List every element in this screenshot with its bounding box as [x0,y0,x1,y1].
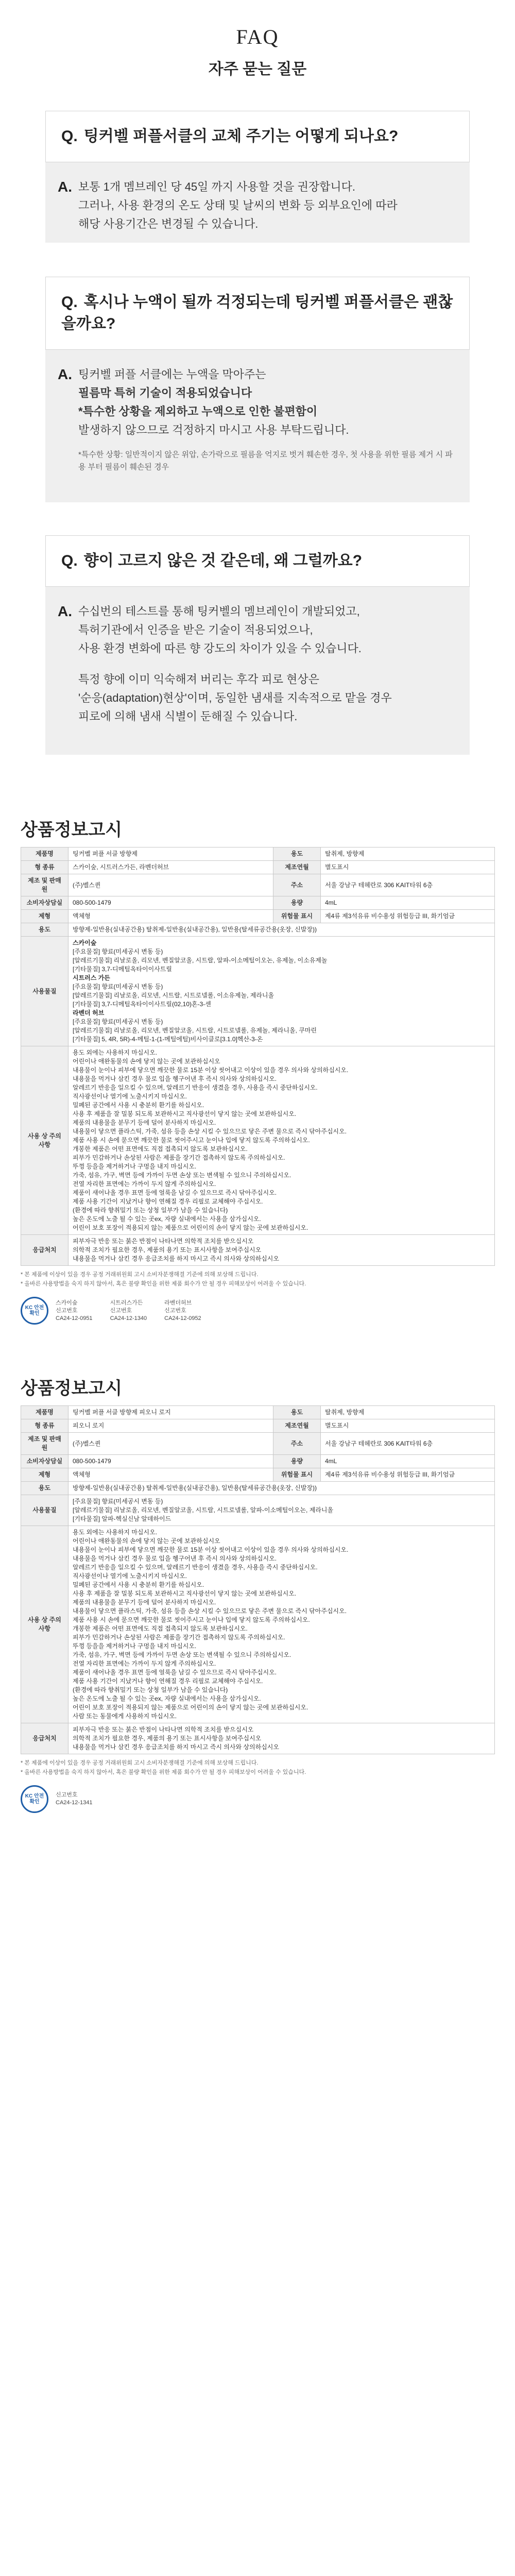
row-value: 서울 강남구 테헤란로 306 KAIT타워 6층 [321,874,495,896]
table-row [21,1526,495,1723]
row-label: 응급처치 [21,1723,68,1754]
ingredient-line: [기타물질] 5, 4R, 5R)-4-메틸-1-(1-메틸에틸)비사이클로[3.1.0]헥산-3-온 [73,1036,263,1043]
table-row [21,1406,495,1419]
row-value: (주)벨스퀸 [68,874,273,896]
aid-line: 의학적 조치가 필요한 경우, 제품의 용기 또는 표시사항을 보여주십시오 [73,1735,262,1742]
table-row [21,1482,495,1495]
ingredient-line: [알레르기물질] 리날로올, 리모넨, 벤질알코올, 시트랄, 시트로넬롤, 알파-이소메틸이오논, 제라니올 [73,1506,334,1514]
row-value: 탈취제, 방향제 [321,848,495,861]
answer-spacer [78,658,454,670]
cert-item [110,1299,147,1323]
notice-line: * 올바른 사용방법을 숙지 하지 않아서, 혹은 불량 확인을 위한 제품 회수가 안 될 경우 피해보상이 어려울 수 있습니다. [21,1281,306,1287]
row-label: 제조연월 [273,861,321,874]
ingredient-line: [주요물질] 향료(미세공시 변동 등) [73,948,163,955]
caution-cell [68,1526,495,1723]
ingredients-cell [68,937,495,1046]
table-row [21,1455,495,1468]
table-row [21,1433,495,1455]
row-label: 제품명 [21,848,68,861]
row-value: (주)벨스퀸 [68,1433,273,1455]
cert-name: 시트러스가든 [110,1299,143,1306]
question-text: 팅커벨 퍼플서클의 교체 주기는 어떻게 되나요? [83,128,399,145]
faq-question [45,277,470,350]
caution-line: 알레르기 반응을 일으킬 수 있으며, 알레르기 반응이 생겼을 경우, 사용을 즉시 중단하십시오. [73,1564,318,1571]
caution-line: 피부가 민감하거나 손상된 사람은 제품을 장기간 접촉하지 않도록 주의하십시오. [73,1154,285,1161]
caution-line: 제품이 새어나올 경우 표면 등에 얼룩을 남길 수 있으므로 즉시 닦아주십시오. [73,1669,277,1676]
caution-line: 어린이나 애완동물의 손에 닿지 않는 곳에 보관하십시오 [73,1537,220,1545]
table-row [21,910,495,923]
row-value: 탈취제, 방향제 [321,1406,495,1419]
caution-line: 제품 사용 시 손에 묻으면 깨끗한 물로 씻어주시고 눈이나 입에 닿지 않도록 주의하십시오. [73,1137,310,1144]
cert-item [164,1299,201,1323]
caution-line: 제품의 내용물을 분무기 등에 덜어 분사하지 마십시오. [73,1599,216,1606]
faq-question [45,535,470,587]
table-row [21,1723,495,1754]
row-value: 4mL [321,1455,495,1468]
row-label: 용도 [273,848,321,861]
caution-line: 내용물이 눈이나 피부에 닿으면 깨끗한 물로 15분 이상 씻어내고 이상이 있을 경우 의사와 상의하십시오. [73,1546,349,1553]
a-label: A. [58,179,72,195]
answer-line: 수십번의 테스트를 통해 팅커벨의 멤브레인이 개발되었고, [78,605,360,618]
answer-line: '순응(adaptation)현상'이며, 동일한 냄새를 지속적으로 맡을 경우 [78,691,392,704]
cert-number: CA24-12-0952 [164,1315,201,1321]
ingredient-line: [주요물질] 향료(미세공시 변동 등) [73,983,163,990]
faq-item [45,535,470,755]
caution-line: 어린이나 애완동물의 손에 닿지 않는 곳에 보관하십시오 [73,1058,220,1065]
caution-line: (환경에 따라 향취밀기 또는 상청 일부가 남을 수 있습니다) [73,1207,228,1214]
caution-line: 뚜껑 등을을 제거하거나 구멍을 내지 마십시오. [73,1163,197,1170]
caution-line: 내용물을 먹거나 삼킨 경우 물로 입을 헹구어낸 후 즉시 의사와 상의하십시오. [73,1075,277,1082]
caution-line: (환경에 따라 향취밀기 또는 상청 일부가 남을 수 있습니다) [73,1686,228,1693]
row-value: 4mL [321,896,495,910]
faq-answer [45,162,470,243]
table-row [21,848,495,861]
notice-line: * 올바른 사용방법을 숙지 하지 않아서, 혹은 불량 확인을 위한 제품 회수가 안 될 경우 피해보상이 어려울 수 있습니다. [21,1769,306,1775]
caution-line: 높은 온도에 노출 될 수 있는 곳ex, 자량 실내에서는 사용을 삼가십시오. [73,1695,261,1702]
ingredient-line: [주요물질] 향료(미세공시 변동 등) [73,1498,163,1505]
row-value: 제4류 제3석유류 비수용성 위험등급 III, 화기엄금 [321,1468,495,1482]
product-info-section [21,1374,494,1813]
cert-item [56,1299,93,1323]
ingredient-line: [기타물질] 알파-헥실신남 알데하이드 [73,1515,171,1522]
faq-answer [45,587,470,755]
faq-logo: FAQ [236,25,279,48]
caution-line: 밀폐된 공간에서 사용 시 충분히 환기를 하십시오. [73,1101,204,1109]
caution-line: 사용 후 제품을 잘 밀봉 되도록 보관하시고 직사광선이 닿지 않는 곳에 보관하십시오. [73,1590,297,1597]
q-label: Q. [61,552,78,569]
row-label: 주소 [273,874,321,896]
row-label: 형 종류 [21,1419,68,1433]
answer-line: 그러나, 사용 환경의 온도 상태 및 날씨의 변화 등 외부요인에 따라 [78,199,398,212]
a-label: A. [58,603,72,619]
faq-item [45,111,470,243]
aid-line: 내용물을 먹거나 삼킨 경우 응급조치를 하지 마시고 즉시 의사와 상의하십시오 [73,1743,279,1751]
table-row [21,923,495,937]
row-label: 사용물질 [21,1495,68,1526]
row-label: 제조 및 판매원 [21,874,68,896]
row-label: 응급처치 [21,1235,68,1266]
caution-line: 개봉한 제품은 어떤 표면에도 직접 접촉되지 않도록 보관하십시오. [73,1625,248,1632]
kc-cert-row [21,1785,494,1813]
caution-line: 가죽, 섬유, 가구, 벽면 등에 가까이 두면 손상 또는 변색될 수 있으니 주의하십시오. [73,1651,291,1658]
caution-line: 제품이 새어나올 경우 표면 등에 얼룩을 남길 수 있으므로 즉시 닦아주십시오. [73,1189,277,1196]
row-value: 080-500-1479 [68,1455,273,1468]
ingredient-group-title: 시트러스 가든 [73,974,110,981]
faq-answer [45,350,470,502]
q-label: Q. [61,294,78,311]
caution-line: 제품의 내용물을 분무기 등에 덜어 분사하지 마십시오. [73,1119,216,1126]
cert-name: 라벤더허브 [164,1299,192,1306]
kc-cert-row [21,1297,494,1325]
row-value: 서울 강남구 테헤란로 306 KAIT타워 6층 [321,1433,495,1455]
row-label: 위험물 표시 [273,910,321,923]
aid-line: 피부자극 반응 또는 붉은 반점이 나타나면 의학적 조치를 받으십시오 [73,1238,254,1245]
row-label: 제품명 [21,1406,68,1419]
product-info-section [21,816,494,1325]
caution-line: 뚜껑 등을을 제거하거나 구멍을 내지 마십시오. [73,1642,197,1650]
cert-number: CA24-12-1341 [56,1800,93,1806]
caution-line: 내용물이 눈이나 피부에 닿으면 깨끗한 물로 15분 이상 씻어내고 이상이 있을 경우 의사와 상의하십시오. [73,1066,349,1074]
notice-notes [21,1270,494,1289]
first-aid-cell [68,1723,495,1754]
caution-line: 직사광선이나 열기에 노출시키지 마십시오. [73,1572,187,1580]
caution-line: 어린이 보호 포장이 적용되지 않는 제품으로 어린이의 손이 닿지 않는 곳에 보관하십시오. [73,1224,308,1231]
kc-mark-icon: KC 안전 확인 [21,1297,48,1325]
kc-mark-icon: KC 안전 확인 [21,1785,48,1813]
answer-line: 팅커벨 퍼플 서클에는 누액을 막아주는 [78,368,266,381]
cert-number: CA24-12-1340 [110,1315,147,1321]
table-row [21,1235,495,1266]
caution-line: 사람 또는 동물에게 사용하지 마십시오. [73,1713,177,1720]
caution-line: 전열 자리한 표면에는 가까이 두지 않게 주의하십시오. [73,1180,216,1188]
q-label: Q. [61,128,78,145]
row-value: 제4류 제3석유류 비수용성 위험등급 III, 화기엄금 [321,910,495,923]
question-text: 혹시나 누액이 될까 걱정되는데 팅커벨 퍼플서클은 괜찮을까요? [61,294,453,332]
ingredient-line: [알레르기물질] 리날로올, 리모넨, 벤질알코올, 시트랄, 알파-이소메틸이오논, 유제놀, 이소유제놀 [73,957,328,964]
row-label: 소비자상담실 [21,896,68,910]
notice-line: * 본 제품에 이상이 있을 경우 공정 거래위원회 고시 소비자분쟁해결 기준에 의해 보상해 드립니다. [21,1272,259,1278]
row-label: 용도 [21,1482,68,1495]
cert-label: 신고번호 [56,1792,78,1798]
caution-line: 전열 자리한 표면에는 가까이 두지 않게 주의하십시오. [73,1660,216,1667]
table-row [21,1495,495,1526]
caution-line: 알레르기 반응을 일으킬 수 있으며, 알레르기 반응이 생겼을 경우, 사용을 즉시 중단하십시오. [73,1084,318,1091]
aid-line: 내용물을 먹거나 삼킨 경우 응급조치를 하지 마시고 즉시 의사와 상의하십시오 [73,1255,279,1262]
ingredient-line: [알레르기물질] 리날로올, 리모넨, 시트랄, 시트로넬롤, 이소유제놀, 제라니올 [73,992,274,999]
cert-number: CA24-12-0951 [56,1315,93,1321]
answer-line: *특수한 상황을 제외하고 누액으로 인한 불편함이 [78,405,318,418]
first-aid-cell [68,1235,495,1266]
row-value: 별도표시 [321,861,495,874]
table-row [21,1468,495,1482]
row-label: 제형 [21,1468,68,1482]
answer-line: 사용 환경 변화에 따른 향 강도의 차이가 있을 수 있습니다. [78,642,362,655]
ingredient-line: [기타물질] 3,7-디메틸옥타이이사트릴(02,10)혼-3-센 [73,1001,211,1008]
row-label: 용도 [21,923,68,937]
cert-label: 신고번호 [164,1307,186,1314]
ingredient-line: [알레르기물질] 리날로올, 리모넨, 벤질알코올, 시트랄, 시트로넬롤, 유제놀, 제라니올, 쿠마린 [73,1027,317,1034]
cert-item [56,1791,93,1807]
answer-line: 발생하지 않으므로 걱정하지 마시고 사용 부탁드립니다. [78,423,349,436]
answer-line: 특정 향에 이미 익숙해져 버리는 후각 피로 현상은 [78,673,319,686]
row-label: 주소 [273,1433,321,1455]
table-row [21,1046,495,1235]
answer-line: 보통 1개 멤브레인 당 45일 까지 사용할 것을 권장합니다. [78,180,356,193]
caution-line: 밀폐된 공간에서 사용 시 충분히 환기를 하십시오. [73,1581,204,1588]
row-value: 별도표시 [321,1419,495,1433]
row-label: 위험물 표시 [273,1468,321,1482]
row-value: 팅커벨 퍼플 서클 방향제 피오니 로지 [68,1406,273,1419]
ingredient-line: [주요물질] 향료(미세공시 변동 등) [73,1018,163,1025]
cert-label: 신고번호 [110,1307,132,1314]
notice-line: * 본 제품에 이상이 있을 경우 공정 거래위원회 고시 소비자분쟁해결 기준에 의해 보상해 드립니다. [21,1760,259,1766]
row-value: 스카이숲, 시트러스가든, 라벤더허브 [68,861,273,874]
caution-line: 용도 외에는 사용하지 마십시오. [73,1049,158,1056]
answer-line: 필름막 특허 기술이 적용되었습니다 [78,386,252,399]
row-value: 방향제-일반용(실내공간용) 탈취제-일반용(실내공간용), 일반용(탈세류공간용(옷장, 신발장)) [68,923,495,937]
row-value: 액체형 [68,910,273,923]
section-title: 상품정보고시 [21,820,123,840]
caution-line: 제품 사용 시 손에 묻으면 깨끗한 물로 씻어주시고 눈이나 입에 닿지 않도록 주의하십시오. [73,1616,310,1623]
table-row [21,896,495,910]
ingredient-line: [기타물질] 3,7-디메틸옥타이이사트릴 [73,965,172,973]
product-info-table [21,1405,495,1754]
row-label: 제조 및 판매원 [21,1433,68,1455]
row-value: 방향제-일반용(실내공간용) 탈취제-일반용(실내공간용), 일반용(탈세류공간용(옷장, 신발장)) [68,1482,495,1495]
caution-line: 가죽, 섬유, 가구, 벽면 등에 가까이 두면 손상 또는 변색될 수 있으니 주의하십시오. [73,1172,291,1179]
table-row [21,861,495,874]
answer-note: *특수한 상황: 일반적이지 않은 위압, 손가락으로 필름을 억지로 벗겨 훼손한 경우, 첫 사용을 위한 필름 제거 시 파용 부터 필름이 훼손된 경우 [78,450,453,471]
ingredients-cell [68,1495,495,1526]
caution-line: 내용물이 닿으면 플라스틱, 가죽, 섬유 등을 손상 시킬 수 있으므로 닿은 주변 물으로 즉시 닦아주십시오. [73,1607,347,1615]
table-row [21,874,495,896]
caution-line: 개봉한 제품은 어떤 표면에도 직접 접촉되지 않도록 보관하십시오. [73,1145,248,1153]
row-label: 용도 [273,1406,321,1419]
caution-line: 내용물을 먹거나 삼킨 경우 물로 입을 헹구어낸 후 즉시 의사와 상의하십시오. [73,1555,277,1562]
section-title: 상품정보고시 [21,1379,123,1398]
aid-line: 의학적 조치가 필요한 경우, 제품의 용기 또는 표시사항을 보여주십시오 [73,1246,262,1253]
caution-line: 직사광선이나 열기에 노출시키지 마십시오. [73,1093,187,1100]
row-label: 사용 상 주의사항 [21,1526,68,1723]
row-label: 제형 [21,910,68,923]
answer-line: 해당 사용기간은 변경될 수 있습니다. [78,217,259,230]
caution-line: 용도 외에는 사용하지 마십시오. [73,1529,158,1536]
row-label: 형 종류 [21,861,68,874]
row-value: 액체형 [68,1468,273,1482]
cert-name: 스카이숲 [56,1299,78,1306]
row-value: 080-500-1479 [68,896,273,910]
ingredient-group-title: 라벤더 허브 [73,1009,105,1016]
notice-notes [21,1758,494,1777]
caution-cell [68,1046,495,1235]
table-row [21,1419,495,1433]
caution-line: 높은 온도에 노출 될 수 있는 곳ex, 자량 실내에서는 사용을 삼가십시오. [73,1215,261,1223]
row-label: 사용물질 [21,937,68,1046]
a-label: A. [58,366,72,382]
product-info-table [21,847,495,1266]
faq-title: 자주 묻는 질문 [208,61,307,78]
faq-header [0,0,515,79]
answer-line: 피로에 의해 냄새 식별이 둔해질 수 있습니다. [78,710,298,723]
caution-line: 제품 사용 기간이 지났거나 향이 연해질 경우 리필로 교체해야 주십시오. [73,1677,263,1685]
cert-label: 신고번호 [56,1307,78,1314]
table-row [21,937,495,1046]
row-label: 용량 [273,896,321,910]
row-label: 제조연월 [273,1419,321,1433]
caution-line: 피부가 민감하거나 손상된 사람은 제품을 장기간 접촉하지 않도록 주의하십시오. [73,1634,285,1641]
faq-question [45,111,470,162]
caution-line: 어린이 보호 포장이 적용되지 않는 제품으로 어린이의 손이 닿지 않는 곳에 보관하십시오. [73,1704,308,1711]
row-value: 피오니 로지 [68,1419,273,1433]
row-label: 사용 상 주의사항 [21,1046,68,1235]
row-label: 용량 [273,1455,321,1468]
answer-line: 특허기관에서 인증을 받은 기술이 적용되었으나, [78,623,313,636]
question-text: 향이 고르지 않은 것 같은데, 왜 그럴까요? [83,552,363,569]
caution-line: 내용물이 닿으면 플라스틱, 가죽, 섬유 등을 손상 시킬 수 있으므로 닿은 주변 물으로 즉시 닦아주십시오. [73,1128,347,1135]
caution-line: 사용 후 제품을 잘 밀봉 되도록 보관하시고 직사광선이 닿지 않는 곳에 보관하십시오. [73,1110,297,1117]
aid-line: 피부자극 반응 또는 붉은 반점이 나타나면 의학적 조치를 받으십시오 [73,1726,254,1733]
ingredient-group-title: 스카이숲 [73,939,97,946]
caution-line: 제품 사용 기간이 지났거나 향이 연해질 경우 리필로 교체해야 주십시오. [73,1198,263,1205]
row-value: 팅커벨 퍼플 서클 방향제 [68,848,273,861]
faq-item [45,277,470,502]
row-label: 소비자상담실 [21,1455,68,1468]
